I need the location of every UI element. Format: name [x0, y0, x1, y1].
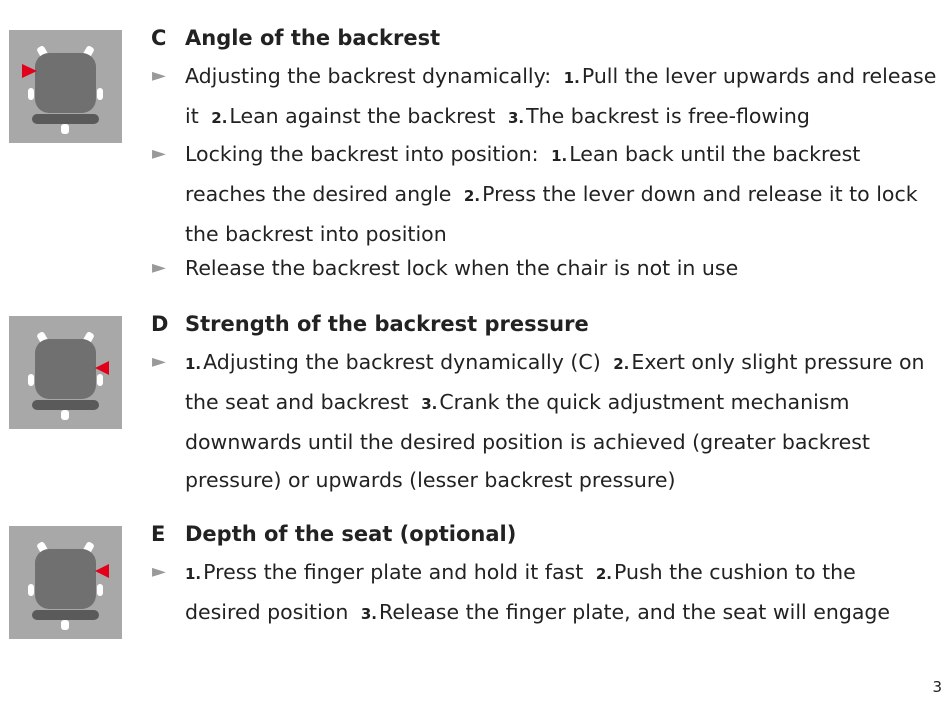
step-text: Exert only slight pressure on the seat and backrest [185, 350, 925, 414]
step-text: Adjusting the backrest dynamically (C) [203, 350, 601, 374]
page-number: 3 [932, 678, 942, 696]
item-text [185, 57, 937, 137]
section-heading: Angle of the backrest [185, 26, 441, 50]
step-text: Press the finger plate and hold it fast [203, 560, 584, 584]
item-text [185, 135, 937, 253]
bullet-arrow-icon: ► [152, 65, 166, 86]
step-text: The backrest is free-flowing [526, 104, 810, 128]
bullet-arrow-icon: ► [152, 351, 166, 372]
section-letter: C [151, 26, 167, 50]
step-number: 1. [563, 69, 580, 87]
chair-backrest-pressure-icon [9, 316, 122, 429]
step-number: 3. [360, 605, 377, 623]
section-letter: E [151, 522, 166, 546]
section-letter: D [151, 312, 169, 336]
step-number: 2. [595, 565, 612, 583]
chair-seat-depth-icon [9, 526, 122, 639]
item-intro: Adjusting the backrest dynamically: [185, 64, 552, 88]
step-text: Release the finger plate, and the seat will engage [379, 600, 891, 624]
step-number: 1. [185, 355, 202, 373]
step-number: 1. [185, 565, 202, 583]
bullet-arrow-icon: ► [152, 143, 166, 164]
item-text [185, 343, 937, 499]
chair-backrest-angle-icon [9, 30, 122, 143]
step-number: 2. [613, 355, 630, 373]
step-text: Lean against the backrest [229, 104, 496, 128]
section-heading: Depth of the seat (optional) [185, 522, 517, 546]
item-intro: Locking the backrest into position: [185, 142, 539, 166]
step-number: 2. [211, 109, 228, 127]
step-text: Press the lever down and release it to lock the backrest into position [185, 182, 918, 246]
step-text: Lean back until the backrest reaches the desired angle [185, 142, 861, 206]
step-number: 3. [507, 109, 525, 127]
step-text: Push the cushion to the desired position [185, 560, 856, 624]
step-number: 1. [551, 147, 568, 165]
item-text [185, 553, 937, 633]
item-text: Release the backrest lock when the chair is not in use [185, 256, 739, 280]
section-heading: Strength of the backrest pressure [185, 312, 589, 336]
bullet-arrow-icon: ► [152, 561, 166, 582]
step-text: Pull the lever upwards and release it [185, 64, 937, 128]
step-text: Crank the quick adjustment mechanism downwards until the desired position is achieved (greater backrest pressure) or upwards (lesser backrest pressure) [185, 390, 870, 492]
bullet-arrow-icon: ► [152, 257, 166, 278]
step-number: 2. [463, 187, 481, 205]
step-number: 3. [421, 395, 438, 413]
